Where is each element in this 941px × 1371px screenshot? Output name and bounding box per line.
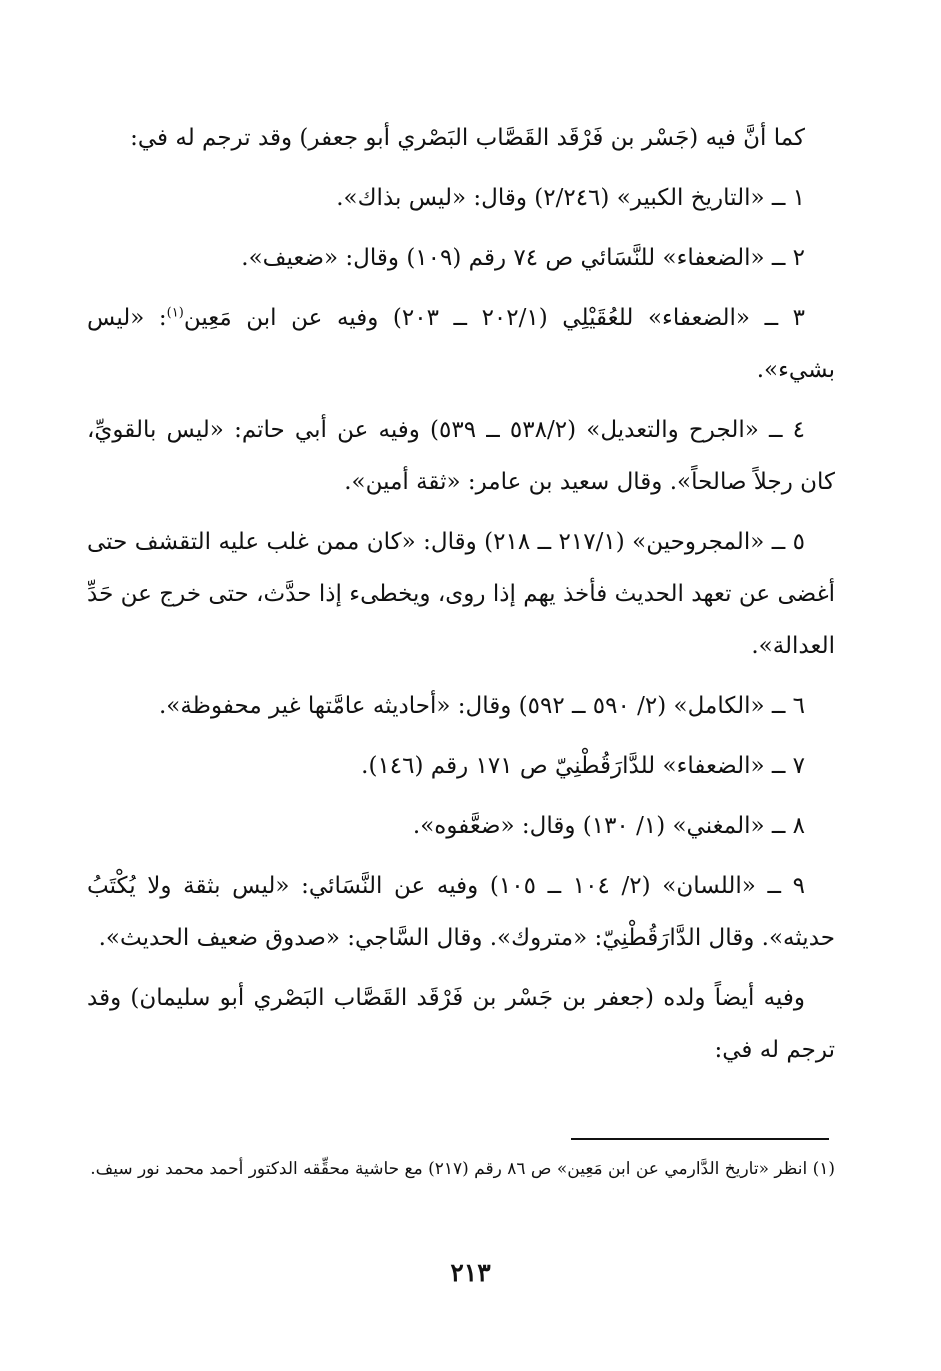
page-number: ٢١٣ [450,1258,491,1287]
list-item-7: ٧ ــ «الضعفاء» للدَّارَقُطْنِيّ ص ١٧١ رقم (١٤٦). [361,753,805,779]
footnote-marker: (١) [166,305,184,321]
list-item-2: ٢ ــ «الضعفاء» للنَّسَائي ص ٧٤ رقم (١٠٩) وقال: «ضعيف». [241,245,805,271]
list-item-4: ٤ ــ «الجرح والتعديل» (٥٣٨/٢ ــ ٥٣٩) وفيه عن أبي حاتم: «ليس بالقويِّ، كان رجلاً صالحاً». وقال سعيد بن عامر: «ثقة أمين». [87,417,835,495]
footnote-divider [571,1138,829,1140]
list-item-3 [87,292,835,396]
footnote-text: (١) انظر «تاريخ الدَّارمي عن ابن مَعِين» ص ٨٦ رقم (٢١٧) مع حاشية محقِّقه الدكتور أحمد محمد نور سيف. [90,1159,835,1179]
list-item-6: ٦ ــ «الكامل» (٢/ ٥٩٠ ــ ٥٩٢) وقال: «أحاديثه عامَّتها غير محفوظة». [158,693,805,719]
footnote [87,1151,835,1187]
intro-paragraph: كما أنَّ فيه (جَسْر بن فَرْقَد القَصَّاب البَصْري أبو جعفر) وقد ترجم له في: [130,125,805,151]
main-text [87,112,835,1084]
list-item-3-text-end: : «ليس بشيء». [87,305,835,383]
list-item-9: ٩ ــ «اللسان» (٢/ ١٠٤ ــ ١٠٥) وفيه عن النَّسَائي: «ليس بثقة ولا يُكْتَبُ حديثه». وقال الدَّارَقُطْنِيّ: «متروك». وقال السَّاجي: «صدوق ضعيف الحديث». [87,873,835,951]
list-item-1: ١ ــ «التاريخ الكبير» (٢/٢٤٦) وقال: «ليس بذاك». [336,185,805,211]
list-item-3-text: ٣ ــ «الضعفاء» للعُقَيْلِي (٢٠٢/١ ــ ٢٠٣) وفيه عن ابن مَعِين [183,305,805,331]
list-item-5: ٥ ــ «المجروحين» (٢١٧/١ ــ ٢١٨) وقال: «كان ممن غلب عليه التقشف حتى أغضى عن تعهد الحديث فأخذ يهم إذا روى، ويخطىء إذا حدَّث، حتى خرج عن حَدِّ العدالة». [87,529,835,659]
closing-paragraph: وفيه أيضاً ولده (جعفر بن جَسْر بن فَرْقَد القَصَّاب البَصْري أبو سليمان) وقد ترجم له في: [87,985,835,1063]
list-item-8: ٨ ــ «المغني» (١/ ١٣٠) وقال: «ضعَّفوه». [412,813,805,839]
